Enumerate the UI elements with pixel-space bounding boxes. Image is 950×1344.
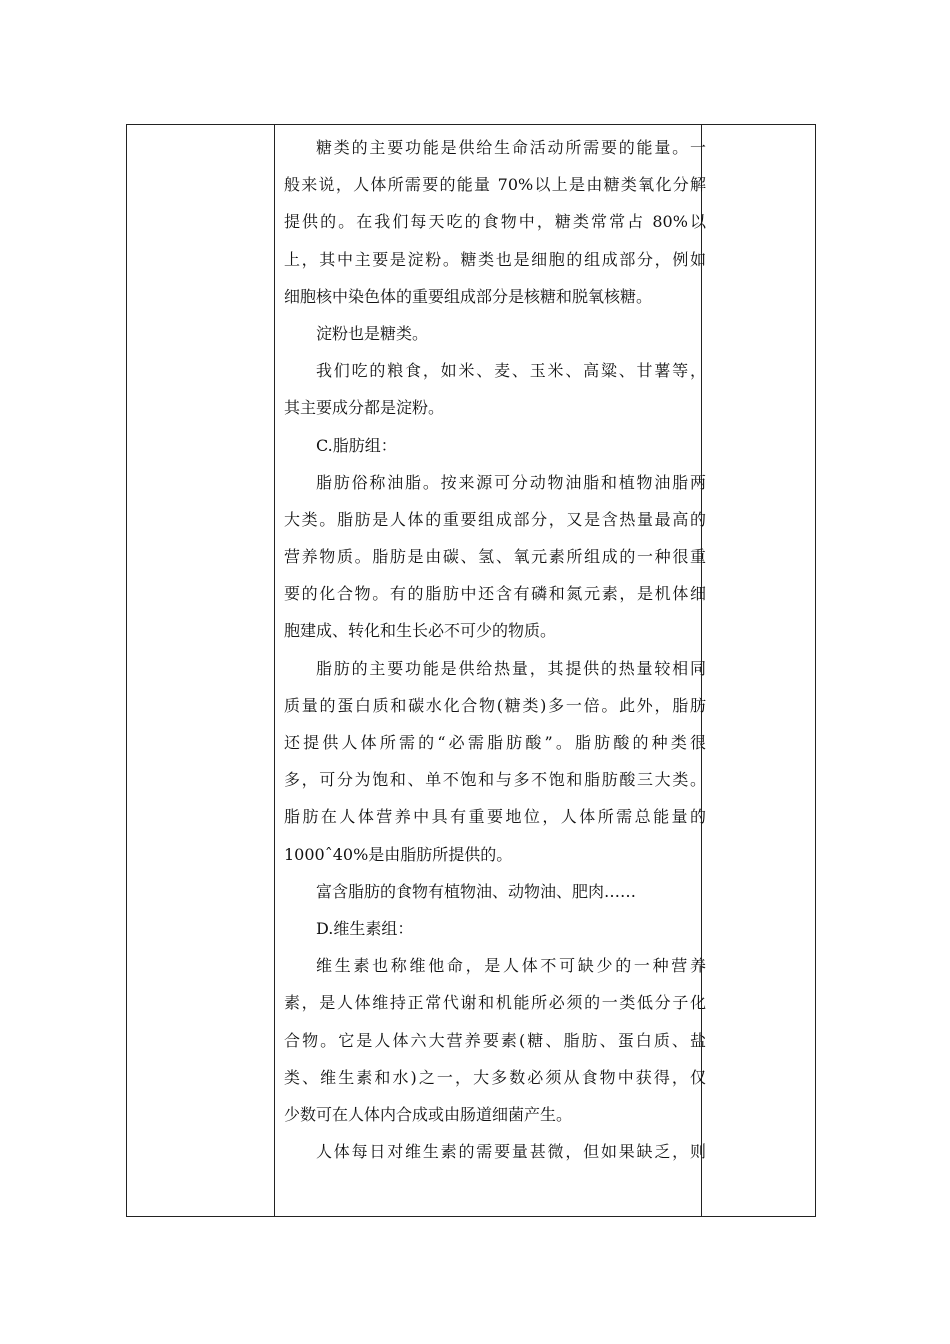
text-line: 脂肪的主要功能是供给热量，其提供的热量较相同 [316,658,706,678]
text-line: 上，其中主要是淀粉。糖类也是细胞的组成部分，例如 [284,249,706,269]
text-line: 提供的。在我们每天吃的食物中，糖类常常占 80%以 [284,212,706,232]
text-line: 大类。脂肪是人体的重要组成部分，又是含热量最高的 [284,509,706,529]
text-line: 细胞核中染色体的重要组成部分是核糖和脱氧核糖。 [284,286,653,306]
text-line: 多，可分为饱和、单不饱和与多不饱和脂肪酸三大类。 [284,770,706,790]
lesson-table [126,124,816,1217]
text-line: 还提供人体所需的“必需脂肪酸”。脂肪酸的种类很 [284,733,706,752]
text-line: 胞建成、转化和生长必不可少的物质。 [284,621,557,641]
text-line: 糖类的主要功能是供给生命活动所需要的能量。一 [316,138,706,157]
content-cell [284,129,706,1170]
text-line: 般来说，人体所需要的能量 70%以上是由糖类氧化分解 [284,175,706,195]
text-line: 淀粉也是糖类。 [316,323,429,343]
text-line: 营养物质。脂肪是由碳、氢、氧元素所组成的一种很重 [284,547,706,567]
text-line: C.脂肪组： [316,435,397,455]
text-line: D.维生素组： [316,918,414,938]
text-line: 少数可在人体内合成或由肠道细菌产生。 [284,1104,573,1124]
text-line: 1000ˆ40%是由脂肪所提供的。 [284,844,513,864]
text-line: 脂肪俗称油脂。按来源可分动物油脂和植物油脂两 [316,472,706,492]
text-line: 富含脂肪的食物有植物油、动物油、肥肉…… [316,881,637,901]
text-line: 脂肪在人体营养中具有重要地位，人体所需总能量的 [284,807,706,827]
text-line: 类、维生素和水)之一，大多数必须从食物中获得，仅 [284,1067,706,1087]
table-column-divider-left [274,125,275,1216]
text-line: 合物。它是人体六大营养要素(糖、脂肪、蛋白质、盐 [284,1030,706,1050]
text-line: 质量的蛋白质和碳水化合物(糖类)多一倍。此外，脂肪 [284,695,706,715]
text-line: 我们吃的粮食，如米、麦、玉米、高粱、甘薯等， [316,361,706,381]
text-line: 要的化合物。有的脂肪中还含有磷和氮元素，是机体细 [284,584,706,604]
text-line: 人体每日对维生素的需要量甚微，但如果缺乏，则 [316,1142,706,1162]
text-line: 素，是人体维持正常代谢和机能所必须的一类低分子化 [284,993,706,1013]
text-line: 其主要成分都是淀粉。 [284,398,445,418]
text-line: 维生素也称维他命，是人体不可缺少的一种营养 [316,956,706,976]
